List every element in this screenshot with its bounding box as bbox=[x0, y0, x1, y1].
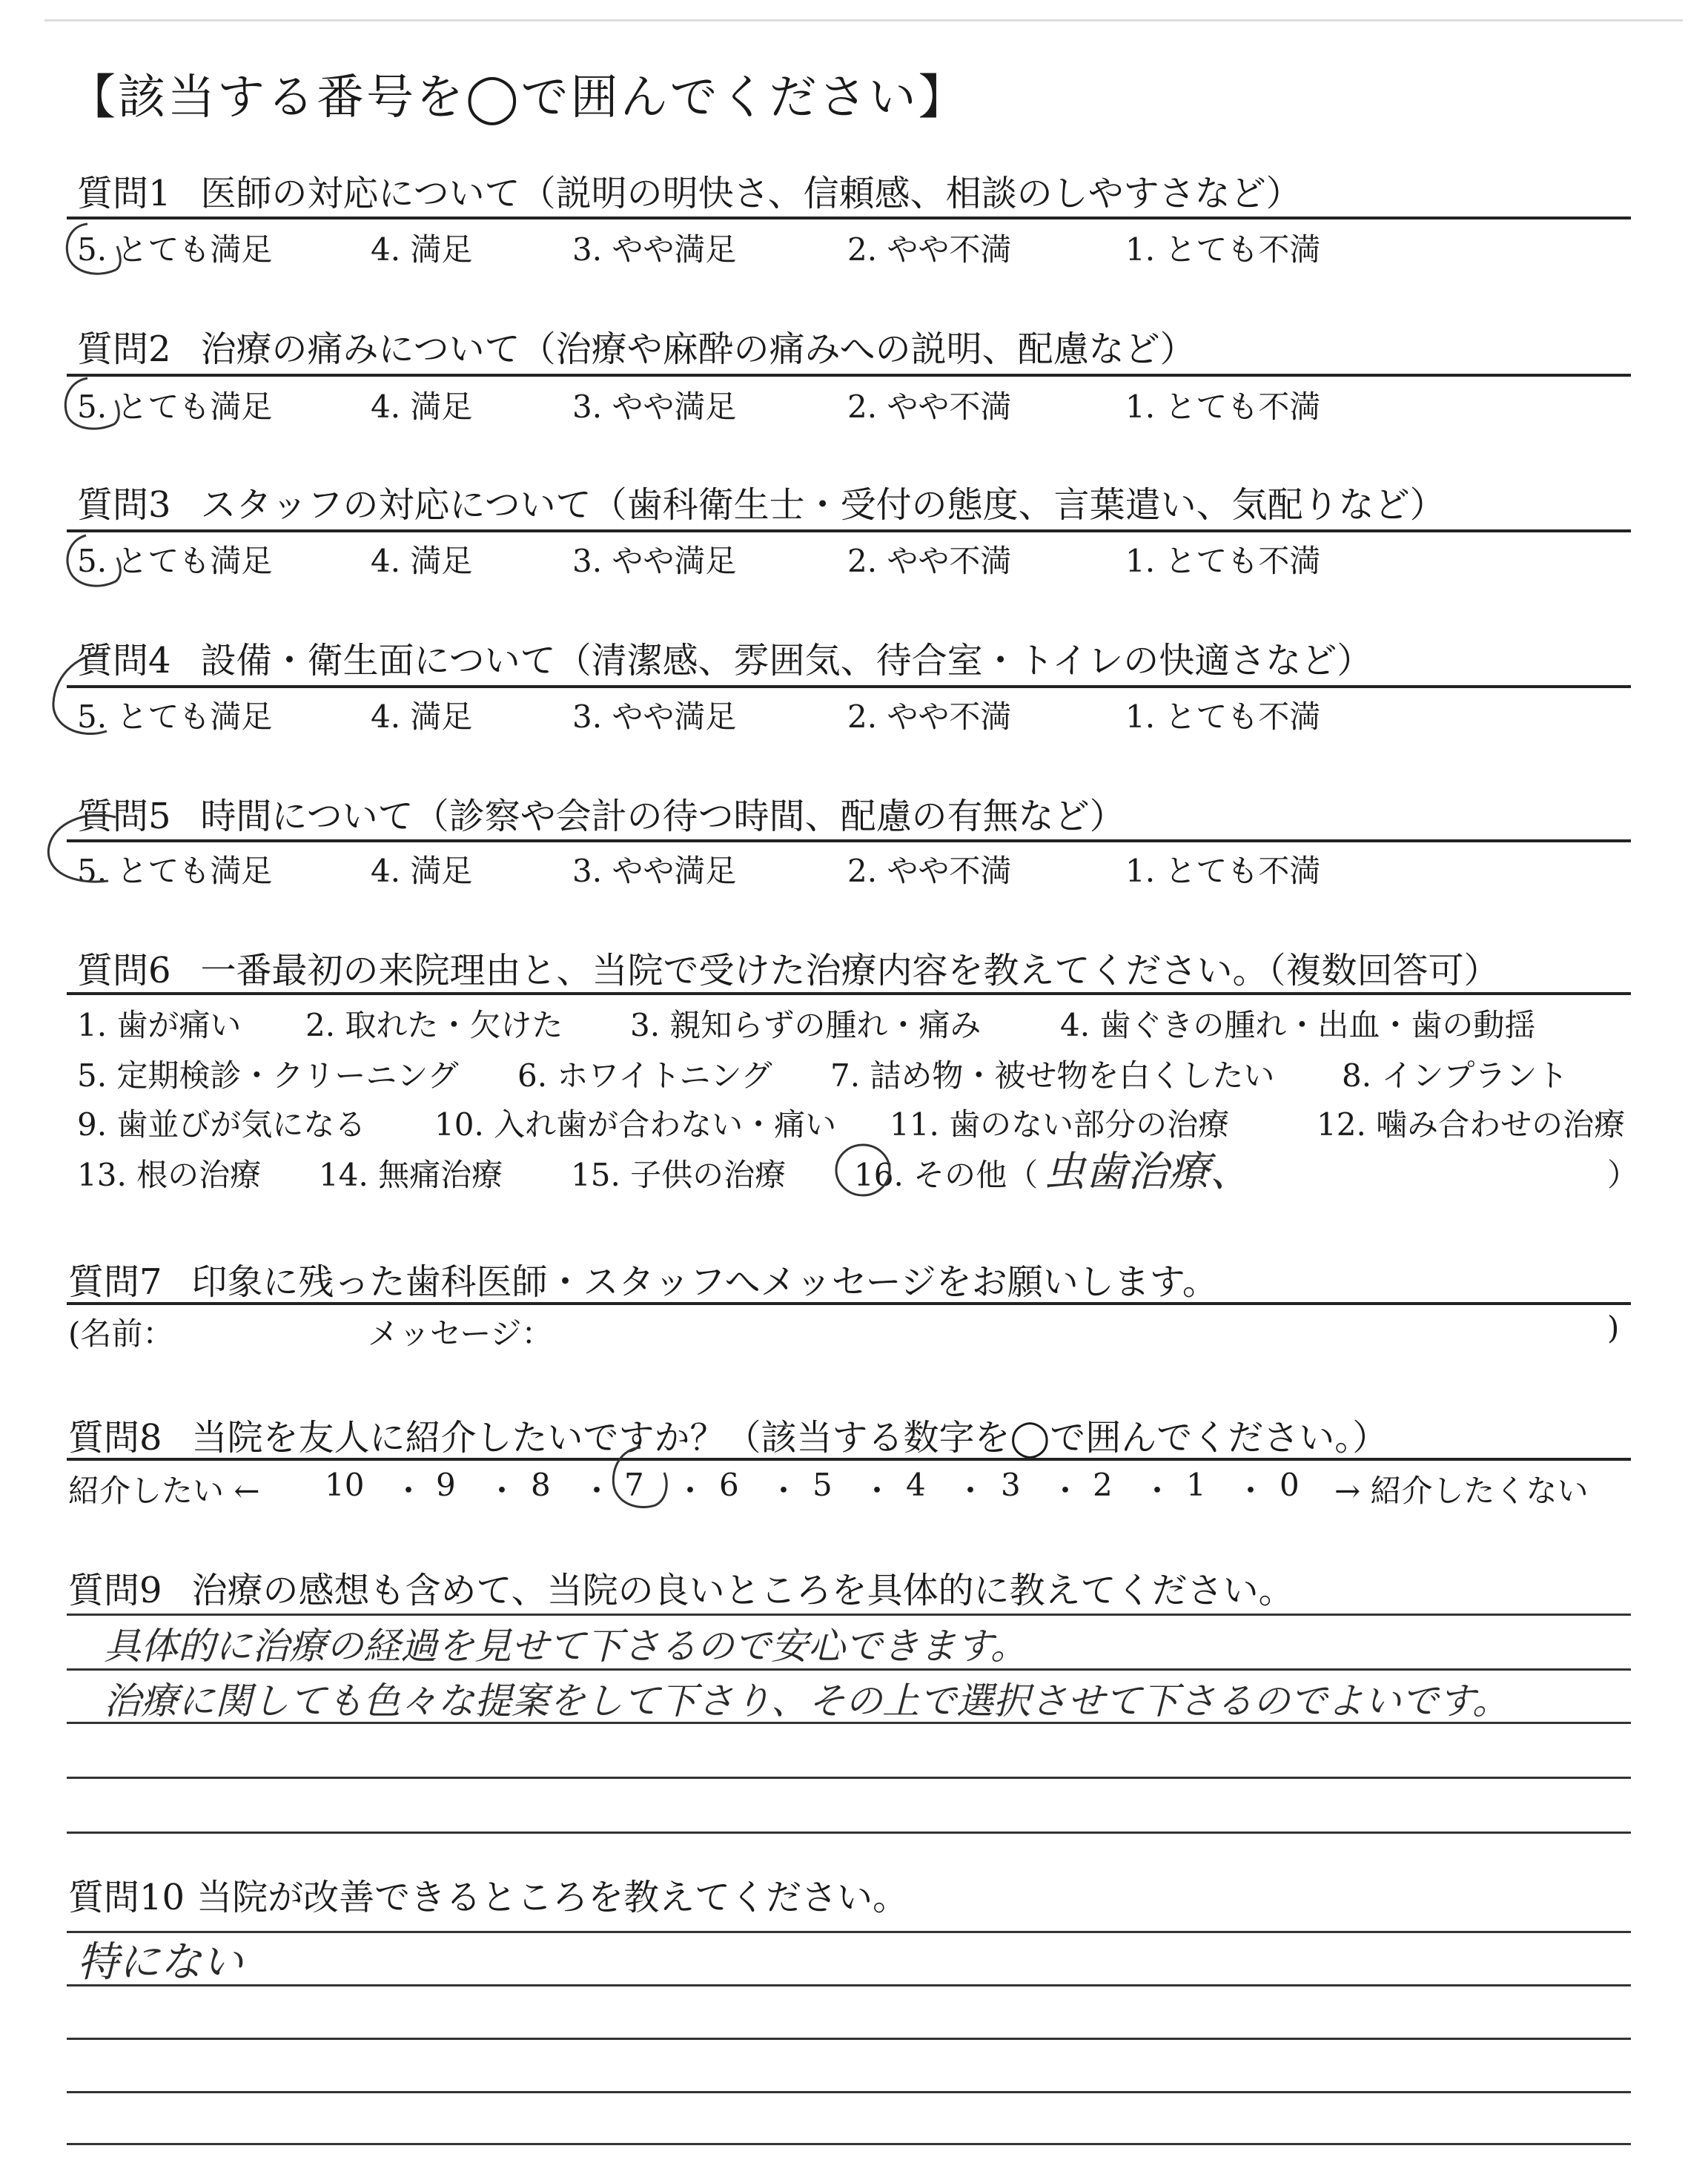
q8-scale-sep: ・ bbox=[1050, 1473, 1082, 1509]
q8-scale-sep: ・ bbox=[581, 1473, 613, 1509]
q8-scale-5[interactable]: 5 bbox=[812, 1467, 833, 1503]
q7-name-label: (名前： bbox=[68, 1315, 174, 1352]
q4-option-2[interactable]: 2. やや不満 bbox=[847, 698, 1012, 735]
q4-header bbox=[77, 632, 1372, 683]
q8-label: 質問8 bbox=[68, 1417, 162, 1459]
q8-scale-4[interactable]: 4 bbox=[906, 1467, 926, 1503]
q1-option-5[interactable]: 5. とても満足 bbox=[77, 231, 273, 268]
q6-text: 一番最初の来院理由と、当院で受けた治療内容を教えてください。（複数回答可） bbox=[200, 950, 1500, 991]
q4-rule bbox=[67, 685, 1631, 688]
q6-option-9[interactable]: 9. 歯並びが気になる bbox=[77, 1106, 366, 1143]
q6-option-2[interactable]: 2. 取れた・欠けた bbox=[305, 1007, 563, 1043]
q10-text: 当院が改善できるところを教えてください。 bbox=[196, 1877, 909, 1918]
q10-header bbox=[68, 1869, 908, 1920]
q7-message-label: メッセージ： bbox=[368, 1315, 553, 1352]
q7-rule bbox=[67, 1302, 1631, 1305]
q5-option-4[interactable]: 4. 満足 bbox=[371, 853, 473, 889]
q3-selection-circle bbox=[56, 528, 138, 595]
q1-selection-circle bbox=[58, 215, 139, 282]
q8-scale-10[interactable]: 10 bbox=[325, 1467, 365, 1503]
q6-rule bbox=[67, 992, 1631, 995]
q6-option-12[interactable]: 12. 噛み合わせの治療 bbox=[1317, 1106, 1626, 1143]
q3-option-5[interactable]: 5. とても満足 bbox=[77, 543, 273, 579]
q8-scale-3[interactable]: 3 bbox=[1001, 1467, 1021, 1503]
q5-header bbox=[77, 787, 1125, 839]
q8-selection-circle bbox=[602, 1439, 676, 1520]
q7-header bbox=[68, 1253, 1218, 1304]
q10-line-1 bbox=[67, 1931, 1631, 1933]
q6-option-4[interactable]: 4. 歯ぐきの腫れ・出血・歯の動揺 bbox=[1060, 1007, 1536, 1043]
q2-option-1[interactable]: 1. とても不満 bbox=[1125, 389, 1321, 425]
q1-option-2[interactable]: 2. やや不満 bbox=[847, 231, 1012, 268]
q10-answer-line-1[interactable]: 特にない bbox=[77, 1938, 243, 1986]
q8-scale-sep: ・ bbox=[1235, 1473, 1267, 1509]
q3-option-4[interactable]: 4. 満足 bbox=[371, 543, 473, 579]
q4-option-4[interactable]: 4. 満足 bbox=[371, 698, 473, 735]
q8-scale-sep: ・ bbox=[955, 1473, 987, 1509]
q5-text: 時間について（診察や会計の待つ時間、配慮の有無など） bbox=[200, 796, 1125, 837]
q6-option-7[interactable]: 7. 詰め物・被せ物を白くしたい bbox=[830, 1057, 1275, 1094]
q8-scale-0[interactable]: 0 bbox=[1280, 1467, 1300, 1503]
q4-text: 設備・衛生面について（清潔感、雰囲気、待合室・トイレの快適さなど） bbox=[200, 640, 1373, 681]
q6-option-14[interactable]: 14. 無痛治療 bbox=[319, 1157, 503, 1193]
q6-option-3[interactable]: 3. 親知らずの腫れ・痛み bbox=[630, 1007, 982, 1043]
q4-label: 質問4 bbox=[77, 640, 171, 681]
page-title: 【該当する番号を◯で囲んでください】 bbox=[68, 70, 968, 125]
q3-label: 質問3 bbox=[77, 484, 171, 526]
q9-text: 治療の感想も含めて、当院の良いところを具体的に教えてください。 bbox=[191, 1570, 1294, 1611]
q3-header bbox=[77, 476, 1446, 527]
q9-line-1 bbox=[67, 1614, 1631, 1616]
q1-option-3[interactable]: 3. やや満足 bbox=[572, 231, 737, 268]
q7-message-field[interactable] bbox=[534, 1311, 1586, 1350]
q1-text: 医師の対応について（説明の明快さ、信頼感、相談のしやすさなど） bbox=[200, 173, 1302, 214]
q1-header bbox=[77, 165, 1302, 216]
q6-option-16[interactable]: 16. その他（ bbox=[854, 1157, 1039, 1193]
q8-scale-6[interactable]: 6 bbox=[719, 1467, 739, 1503]
q10-line-2 bbox=[67, 1984, 1631, 1986]
q2-option-5[interactable]: 5. とても満足 bbox=[77, 389, 273, 425]
q6-option-13[interactable]: 13. 根の治療 bbox=[77, 1157, 262, 1193]
q3-option-1[interactable]: 1. とても不満 bbox=[1125, 543, 1321, 579]
q10-line-5 bbox=[67, 2143, 1631, 2145]
q5-selection-circle bbox=[37, 804, 148, 893]
q2-selection-circle bbox=[55, 371, 136, 437]
q1-label: 質問1 bbox=[77, 173, 171, 214]
q2-option-4[interactable]: 4. 満足 bbox=[371, 389, 473, 425]
q9-answer-line-1[interactable]: 具体的に治療の経過を見せて下さるので安心できます。 bbox=[104, 1625, 1027, 1668]
q5-rule bbox=[67, 839, 1631, 842]
q2-text: 治療の痛みについて（治療や麻酔の痛みへの説明、配慮など） bbox=[200, 328, 1196, 370]
scan-top-edge bbox=[44, 19, 1683, 22]
q4-option-3[interactable]: 3. やや満足 bbox=[572, 698, 737, 735]
q7-label: 質問7 bbox=[68, 1261, 162, 1303]
q4-option-1[interactable]: 1. とても不満 bbox=[1125, 698, 1321, 735]
q3-rule bbox=[67, 529, 1631, 532]
q6-option-15[interactable]: 15. 子供の治療 bbox=[571, 1157, 787, 1193]
q6-option-1[interactable]: 1. 歯が痛い bbox=[77, 1007, 242, 1043]
q9-label: 質問9 bbox=[68, 1570, 162, 1611]
q10-label: 質問10 bbox=[68, 1877, 185, 1918]
q9-header bbox=[68, 1562, 1294, 1613]
q8-scale-sep: ・ bbox=[768, 1473, 800, 1509]
q8-text: 当院を友人に紹介したいですか？（該当する数字を◯で囲んでください。） bbox=[191, 1417, 1388, 1459]
q4-option-5[interactable]: 5. とても満足 bbox=[77, 698, 273, 735]
q5-option-3[interactable]: 3. やや満足 bbox=[572, 853, 737, 889]
q8-scale-1[interactable]: 1 bbox=[1186, 1467, 1206, 1503]
q2-label: 質問2 bbox=[77, 328, 171, 370]
q8-rule bbox=[67, 1458, 1631, 1461]
q3-option-3[interactable]: 3. やや満足 bbox=[572, 543, 737, 579]
q10-line-4 bbox=[67, 2091, 1631, 2093]
q8-scale-9[interactable]: 9 bbox=[436, 1467, 456, 1503]
q5-label: 質問5 bbox=[77, 796, 171, 837]
q8-header bbox=[68, 1409, 1388, 1460]
q6-selection-circle bbox=[830, 1136, 897, 1203]
q5-option-5[interactable]: 5. とても満足 bbox=[77, 853, 273, 889]
q8-scale-sep: ・ bbox=[861, 1473, 893, 1509]
q6-option-8[interactable]: 8. インプラント bbox=[1342, 1057, 1569, 1094]
q5-option-2[interactable]: 2. やや不満 bbox=[847, 853, 1012, 889]
q7-text: 印象に残った歯科医師・スタッフへメッセージをお願いします。 bbox=[191, 1261, 1218, 1303]
q8-right-label: → 紹介したくない bbox=[1334, 1473, 1589, 1509]
q6-option-10[interactable]: 10. 入れ歯が合わない・痛い bbox=[434, 1106, 837, 1143]
q8-scale-sep: ・ bbox=[675, 1473, 706, 1509]
q6-other-answer[interactable]: 虫歯治療、 bbox=[1044, 1148, 1251, 1196]
q2-option-2[interactable]: 2. やや不満 bbox=[847, 389, 1012, 425]
q9-answer-line-2[interactable]: 治療に関しても色々な提案をして下さり、その上で選択させて下さるのでよいです。 bbox=[104, 1680, 1509, 1723]
q3-text: スタッフの対応について（歯科衛生士・受付の態度、言葉遣い、気配りなど） bbox=[200, 484, 1446, 526]
q8-scale-2[interactable]: 2 bbox=[1093, 1467, 1113, 1503]
q1-option-1[interactable]: 1. とても不満 bbox=[1125, 231, 1321, 268]
q7-close-paren: ) bbox=[1607, 1309, 1620, 1346]
q6-option-11[interactable]: 11. 歯のない部分の治療 bbox=[890, 1106, 1230, 1143]
q1-rule bbox=[67, 217, 1631, 219]
q8-scale-sep: ・ bbox=[486, 1473, 518, 1509]
q8-scale-sep: ・ bbox=[393, 1473, 425, 1509]
q9-line-4 bbox=[67, 1777, 1631, 1779]
q8-scale-8[interactable]: 8 bbox=[531, 1467, 551, 1503]
q6-other-close-paren: ） bbox=[1607, 1157, 1639, 1193]
q6-header bbox=[77, 942, 1500, 993]
q8-left-label: 紹介したい ← bbox=[68, 1473, 260, 1509]
q10-line-3 bbox=[67, 2038, 1631, 2040]
q6-option-6[interactable]: 6. ホワイトニング bbox=[517, 1057, 772, 1094]
q3-option-2[interactable]: 2. やや不満 bbox=[847, 543, 1012, 579]
q4-selection-circle bbox=[40, 644, 144, 747]
q6-label: 質問6 bbox=[77, 950, 171, 991]
q8-scale-sep: ・ bbox=[1142, 1473, 1174, 1509]
q1-option-4[interactable]: 4. 満足 bbox=[371, 231, 473, 268]
q5-option-1[interactable]: 1. とても不満 bbox=[1125, 853, 1321, 889]
q8-scale-7[interactable]: 7 bbox=[624, 1467, 644, 1503]
q6-option-5[interactable]: 5. 定期検診・クリーニング bbox=[77, 1057, 459, 1094]
q2-option-3[interactable]: 3. やや満足 bbox=[572, 389, 737, 425]
q9-line-5 bbox=[67, 1832, 1631, 1834]
q2-rule bbox=[67, 374, 1631, 377]
q2-header bbox=[77, 320, 1196, 371]
